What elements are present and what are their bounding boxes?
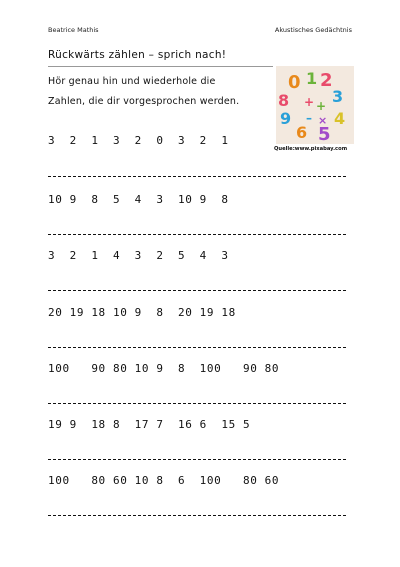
image-credit: Quelle:www.pixabay.com	[274, 146, 348, 152]
svg-text:2: 2	[320, 70, 333, 91]
number-row-6: 19 9 18 8 17 7 16 6 15 5	[48, 418, 251, 431]
svg-text:+: +	[304, 95, 315, 109]
numbers-illustration	[276, 66, 354, 144]
title-underline	[48, 66, 273, 67]
topic-label: Akustisches Gedächtnis	[274, 26, 352, 34]
svg-text:1: 1	[306, 69, 318, 88]
number-row-2: 10 9 8 5 4 3 10 9 8	[48, 193, 229, 206]
number-row-5: 100 90 80 10 9 8 100 90 80	[48, 362, 280, 375]
answer-line-6	[48, 459, 346, 460]
author-name: Beatrice Mathis	[48, 26, 99, 34]
svg-text:5: 5	[318, 124, 331, 144]
numbers-illustration-graphic	[276, 66, 354, 144]
number-row-7: 100 80 60 10 8 6 100 80 60	[48, 474, 280, 487]
svg-text:3: 3	[332, 87, 344, 106]
answer-line-1	[48, 176, 346, 177]
answer-line-4	[48, 347, 346, 348]
svg-text:+: +	[316, 99, 327, 113]
answer-line-3	[48, 290, 346, 291]
svg-text:8: 8	[278, 91, 290, 110]
number-row-4: 20 19 18 10 9 8 20 19 18	[48, 306, 236, 319]
number-row-1: 3 2 1 3 2 0 3 2 1	[48, 134, 229, 147]
svg-text:0: 0	[288, 72, 301, 93]
svg-text:–: –	[306, 111, 312, 125]
svg-text:4: 4	[334, 109, 346, 128]
instruction-line-2: Zahlen, die dir vorgesprochen werden.	[48, 96, 240, 107]
page-header	[48, 26, 352, 34]
answer-line-2	[48, 234, 346, 235]
worksheet-title: Rückwärts zählen – sprich nach!	[48, 49, 227, 61]
svg-text:6: 6	[296, 123, 308, 142]
answer-line-7	[48, 515, 346, 516]
answer-line-5	[48, 403, 346, 404]
instruction-line-1: Hör genau hin und wiederhole die	[48, 76, 216, 87]
svg-text:×: ×	[318, 114, 328, 127]
number-row-3: 3 2 1 4 3 2 5 4 3	[48, 249, 229, 262]
svg-text:9: 9	[280, 109, 292, 128]
